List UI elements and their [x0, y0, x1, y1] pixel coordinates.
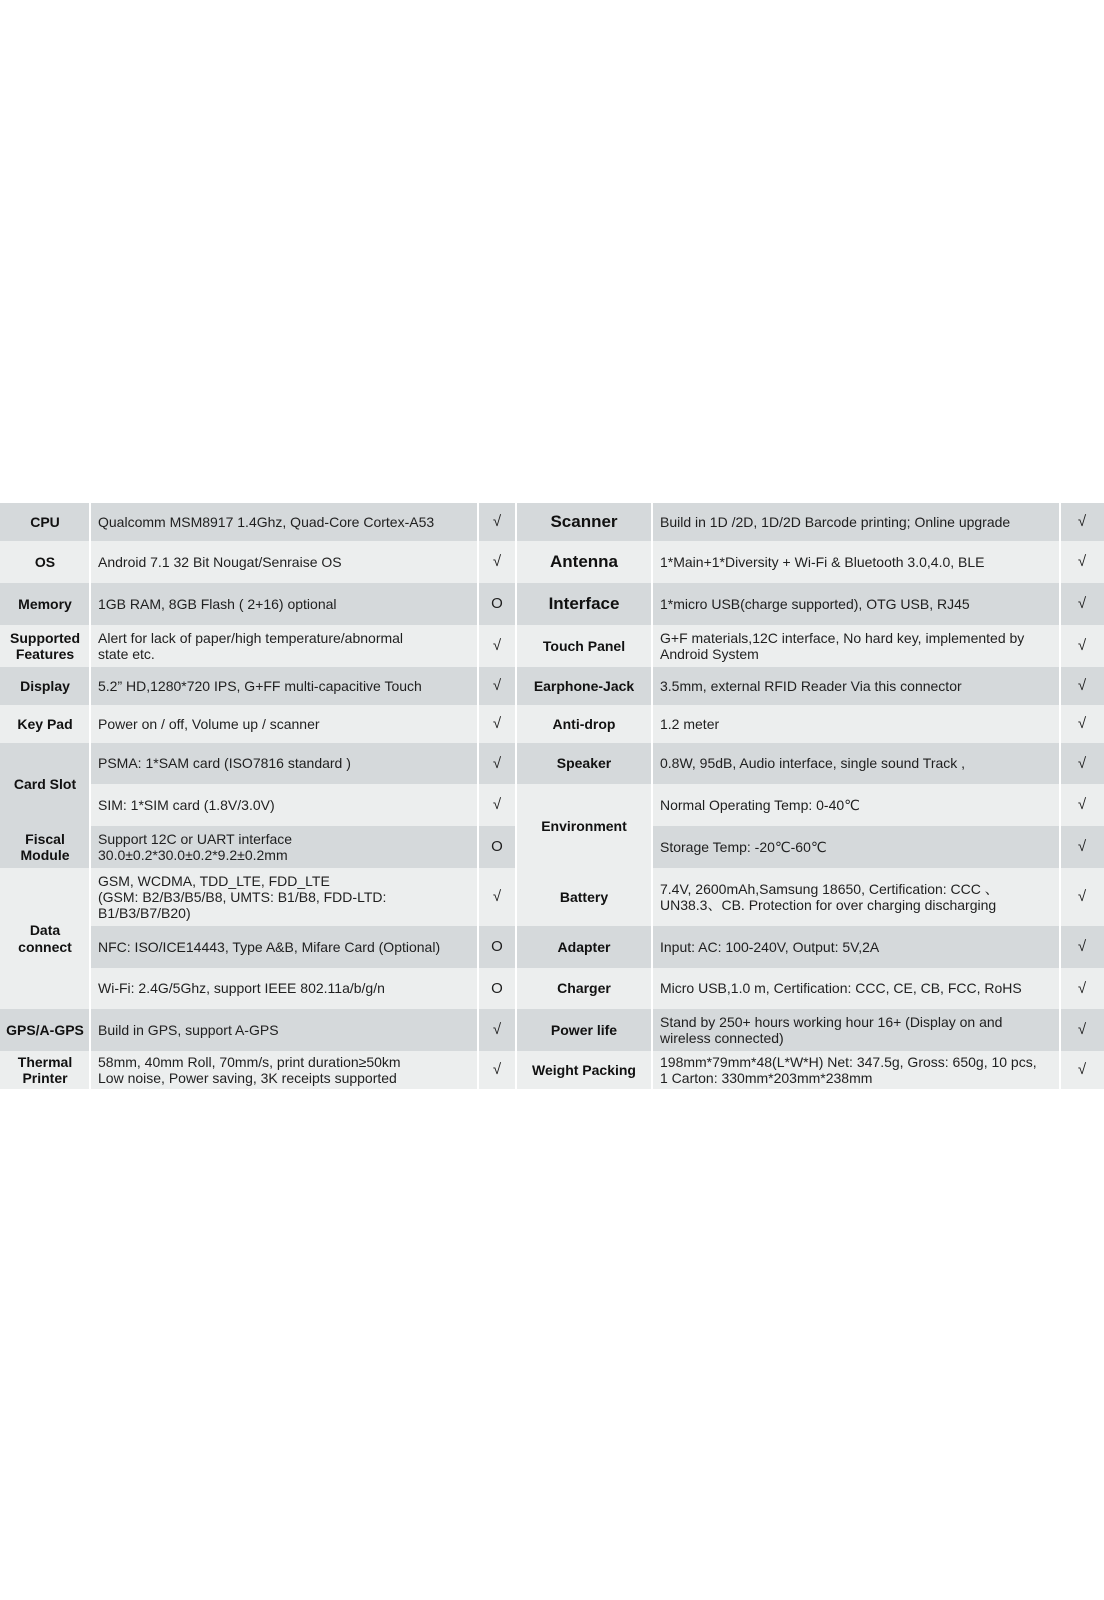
- label-os: OS: [0, 541, 90, 583]
- value-memory: 1GB RAM, 8GB Flash ( 2+16) optional: [90, 583, 478, 625]
- column-divider: [89, 503, 91, 1089]
- label-display: Display: [0, 667, 90, 705]
- mark-interface: √: [1060, 583, 1104, 625]
- mark-speaker: √: [1060, 743, 1104, 784]
- mark-battery: √: [1060, 868, 1104, 926]
- value-gps: Build in GPS, support A-GPS: [90, 1009, 478, 1051]
- label-fiscal-module: Fiscal Module: [0, 826, 90, 868]
- label-key-pad: Key Pad: [0, 705, 90, 743]
- mark-os: √: [478, 541, 516, 583]
- mark-earphone-jack: √: [1060, 667, 1104, 705]
- value-thermal-printer: 58mm, 40mm Roll, 70mm/s, print duration≥50km Low noise, Power saving, 3K receipts supported: [90, 1051, 478, 1089]
- value-power-life: Stand by 250+ hours working hour 16+ (Display on and wireless connected): [652, 1009, 1060, 1051]
- value-key-pad: Power on / off, Volume up / scanner: [90, 705, 478, 743]
- value-earphone-jack: 3.5mm, external RFID Reader Via this connector: [652, 667, 1060, 705]
- value-display: 5.2” HD,1280*720 IPS, G+FF multi-capacitive Touch: [90, 667, 478, 705]
- label-adapter: Adapter: [516, 926, 652, 968]
- label-cpu: CPU: [0, 503, 90, 541]
- value-environment-operating: Normal Operating Temp: 0-40℃: [652, 784, 1060, 826]
- value-fiscal-module: Support 12C or UART interface 30.0±0.2*30.0±0.2*9.2±0.2mm: [90, 826, 478, 868]
- value-card-slot-psam: PSMA: 1*SAM card (ISO7816 standard ): [90, 743, 478, 784]
- label-speaker: Speaker: [516, 743, 652, 784]
- label-data-connect: Data connect: [0, 868, 90, 1009]
- value-environment-storage: Storage Temp: -20℃-60℃: [652, 826, 1060, 868]
- label-power-life: Power life: [516, 1009, 652, 1051]
- value-battery: 7.4V, 2600mAh,Samsung 18650, Certification: CCC 、 UN38.3、CB. Protection for over charging discharging: [652, 868, 1060, 926]
- value-adapter: Input: AC: 100-240V, Output: 5V,2A: [652, 926, 1060, 968]
- label-thermal-printer: Thermal Printer: [0, 1051, 90, 1089]
- mark-gps: √: [478, 1009, 516, 1051]
- column-divider: [515, 503, 517, 1089]
- mark-scanner: √: [1060, 503, 1104, 541]
- spec-table: [0, 503, 1104, 1089]
- label-anti-drop: Anti-drop: [516, 705, 652, 743]
- mark-card-slot-psam: √: [478, 743, 516, 784]
- mark-cpu: √: [478, 503, 516, 541]
- mark-environment-storage: √: [1060, 826, 1104, 868]
- label-gps: GPS/A-GPS: [0, 1009, 90, 1051]
- label-battery: Battery: [516, 868, 652, 926]
- value-supported-features: Alert for lack of paper/high temperature/abnormal state etc.: [90, 625, 478, 667]
- mark-thermal-printer: √: [478, 1051, 516, 1089]
- value-data-connect-cellular: GSM, WCDMA, TDD_LTE, FDD_LTE (GSM: B2/B3/B5/B8, UMTS: B1/B8, FDD-LTD: B1/B3/B7/B20): [90, 868, 478, 926]
- mark-weight-packing: √: [1060, 1051, 1104, 1089]
- value-antenna: 1*Main+1*Diversity + Wi-Fi & Bluetooth 3.0,4.0, BLE: [652, 541, 1060, 583]
- value-weight-packing: 198mm*79mm*48(L*W*H) Net: 347.5g, Gross: 650g, 10 pcs, 1 Carton: 330mm*203mm*238mm: [652, 1051, 1060, 1089]
- value-card-slot-sim: SIM: 1*SIM card (1.8V/3.0V): [90, 784, 478, 826]
- value-scanner: Build in 1D /2D, 1D/2D Barcode printing; Online upgrade: [652, 503, 1060, 541]
- mark-adapter: √: [1060, 926, 1104, 968]
- label-earphone-jack: Earphone-Jack: [516, 667, 652, 705]
- value-cpu: Qualcomm MSM8917 1.4Ghz, Quad-Core Cortex-A53: [90, 503, 478, 541]
- mark-data-connect-cellular: √: [478, 868, 516, 926]
- mark-data-connect-nfc: O: [478, 926, 516, 968]
- label-card-slot: Card Slot: [0, 743, 90, 826]
- mark-memory: O: [478, 583, 516, 625]
- value-data-connect-wifi: Wi-Fi: 2.4G/5Ghz, support IEEE 802.11a/b/g/n: [90, 968, 478, 1009]
- value-os: Android 7.1 32 Bit Nougat/Senraise OS: [90, 541, 478, 583]
- mark-touch-panel: √: [1060, 625, 1104, 667]
- label-interface: Interface: [516, 583, 652, 625]
- mark-antenna: √: [1060, 541, 1104, 583]
- label-scanner: Scanner: [516, 503, 652, 541]
- mark-key-pad: √: [478, 705, 516, 743]
- value-charger: Micro USB,1.0 m, Certification: CCC, CE, CB, FCC, RoHS: [652, 968, 1060, 1009]
- label-supported-features: Supported Features: [0, 625, 90, 667]
- column-divider: [651, 503, 653, 1089]
- mark-power-life: √: [1060, 1009, 1104, 1051]
- mark-charger: √: [1060, 968, 1104, 1009]
- mark-data-connect-wifi: O: [478, 968, 516, 1009]
- mark-fiscal-module: O: [478, 826, 516, 868]
- value-anti-drop: 1.2 meter: [652, 705, 1060, 743]
- mark-environment-operating: √: [1060, 784, 1104, 826]
- label-weight-packing: Weight Packing: [516, 1051, 652, 1089]
- value-touch-panel: G+F materials,12C interface, No hard key, implemented by Android System: [652, 625, 1060, 667]
- label-charger: Charger: [516, 968, 652, 1009]
- value-speaker: 0.8W, 95dB, Audio interface, single sound Track ,: [652, 743, 1060, 784]
- value-data-connect-nfc: NFC: ISO/ICE14443, Type A&B, Mifare Card (Optional): [90, 926, 478, 968]
- mark-card-slot-sim: √: [478, 784, 516, 826]
- value-interface: 1*micro USB(charge supported), OTG USB, RJ45: [652, 583, 1060, 625]
- column-divider: [477, 503, 479, 1089]
- column-divider: [1059, 503, 1061, 1089]
- label-touch-panel: Touch Panel: [516, 625, 652, 667]
- label-antenna: Antenna: [516, 541, 652, 583]
- label-memory: Memory: [0, 583, 90, 625]
- mark-display: √: [478, 667, 516, 705]
- mark-anti-drop: √: [1060, 705, 1104, 743]
- label-environment: Environment: [516, 784, 652, 868]
- mark-supported-features: √: [478, 625, 516, 667]
